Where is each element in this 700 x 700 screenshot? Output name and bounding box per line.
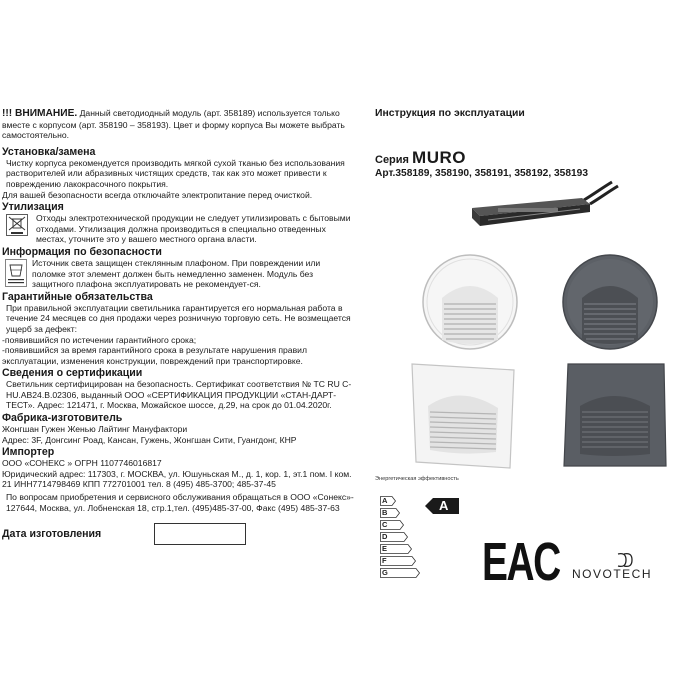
right-column [375, 108, 695, 179]
energy-class-c-letter: C [382, 520, 388, 529]
led-module-image [462, 180, 622, 240]
manufacturer-address: Адрес: 3F, Донгсинг Роад, Кансан, Гужень, Жонгшан Сити, Гуангдонг, КНР [2, 434, 297, 445]
importer-name: ООО «СОНЕКС » ОГРН 1107746016817 [2, 458, 162, 469]
install-text-2: Для вашей безопасности всегда отключайте электропитание перед очисткой. [2, 189, 313, 200]
energy-rating-letter: A [439, 498, 449, 513]
energy-class-c [380, 520, 402, 530]
safety-title: Информация по безопасности [2, 245, 162, 258]
gray-square-fixture-image [562, 362, 668, 470]
manufacturer-name: Жонгшан Гужен Женью Лайтинг Мануфактори [2, 424, 188, 435]
warning-title: !!! ВНИМАНИЕ. [2, 108, 78, 119]
glass-shield-icon [5, 259, 27, 287]
energy-class-e-letter: E [382, 544, 388, 553]
energy-class-f-letter: F [382, 556, 387, 565]
eac-mark: EAC [482, 532, 560, 592]
energy-class-b-letter: B [382, 508, 388, 517]
energy-class-d-letter: D [382, 532, 388, 541]
warranty-item-1: -появившийся по истечении гарантийного срока; [2, 334, 197, 345]
warning-paragraph [2, 108, 354, 141]
safety-block [2, 258, 354, 290]
energy-class-b [380, 508, 398, 518]
warning-text: Данный светодиодный модуль (арт. 358189) используется только вместе с корпусом (арт. 358190 – 358193). Цвет и форму корпуса Вы можете выбрать самостоятельно. [2, 108, 345, 141]
manufacture-date-label: Дата изготовления [2, 527, 102, 540]
gray-round-fixture-image [560, 252, 660, 352]
energy-class-a-letter: A [382, 496, 388, 505]
importer-title: Импортер [2, 446, 55, 459]
article-numbers: Арт.358189, 358190, 358191, 358192, 358193 [375, 168, 588, 179]
energy-label [375, 476, 461, 577]
instructions-title: Инструкция по эксплуатации [375, 108, 525, 119]
importer-address: Юридический адрес: 117303, г. МОСКВА, ул. Юшуньская М., д. 1, кор. 1, эт.1 пом. I ком. 21 ИНН7714798469 КПП 772701001 тел. 8 (495) 485-3700; 485-37-45 [2, 468, 352, 490]
novotech-logo [572, 548, 692, 588]
importer-service: По вопросам приобретения и сервисного обслуживания обращаться в ООО «Сонекс»- 127644, Москва, ул. Лобненская 18, стр.1,тел. (495)485-37-00, Факс (495) 485-37-63 [6, 492, 354, 513]
certification-title: Сведения о сертификации [2, 367, 143, 380]
series-name: MURO [412, 148, 466, 167]
manufacturer-title: Фабрика-изготовитель [2, 412, 123, 425]
certification-text: Светильник сертифицирован на безопасность. Сертификат соответствия № ТС RU C-HU.AB24.B.02306, выданный ООО «СЕРТИФИКАЦИЯ ПРОДУКЦИИ «СТАН-ДАРТ-ТЕСТ». Адрес: 121471, г. Москва, Можайское шоссе, д.29, на срок до 01.04.2020г. [6, 379, 352, 411]
install-title: Установка/замена [2, 145, 96, 158]
disposal-text: Отходы электротехнической продукции не следует утилизировать с бытовыми отходами. Утилизация должна производиться в специально отведенных местах, уточните это у вашего местного органа власти. [36, 213, 351, 245]
energy-class-g-letter: G [382, 568, 388, 577]
disposal-block [2, 213, 354, 245]
warranty-text: При правильной эксплуатации светильника гарантируется его нормальная работа в течение 24 месяцев со дня продажи через розничную торговую сеть. Не возмещается ущерб за дефект: [6, 302, 351, 334]
series-heading [375, 148, 466, 168]
manufacture-date-row [2, 523, 354, 545]
energy-class-a [380, 496, 394, 506]
manufacture-date-box [154, 523, 246, 545]
series-prefix: Серия [375, 154, 409, 166]
disposal-title: Утилизация [2, 201, 64, 214]
energy-class-f [380, 556, 414, 566]
energy-label-title: Энергетическая эффективность [375, 476, 459, 482]
white-square-fixture-image [410, 362, 516, 470]
energy-class-e [380, 544, 410, 554]
crossed-bin-icon [6, 214, 28, 236]
energy-rating [425, 498, 459, 514]
safety-text: Источник света защищен стеклянным плафоном. При повреждении или поломке этот элемент должен быть немедленно заменен. Модуль без защитного плафона эксплуатировать не рекомендует-ся. [32, 257, 321, 290]
novotech-logo-text: NOVOTECH [572, 567, 653, 581]
warranty-title: Гарантийные обязательства [2, 290, 153, 303]
warranty-item-2: -появившийся за время гарантийного срока в результате нарушения правил эксплуатации, изменения конструкции, повреждений при транспортировке. [2, 345, 307, 366]
install-text: Чистку корпуса рекомендуется производить мягкой сухой тканью без использования растворителей или абразивных чистящих средств, так как это может привести к повреждению лакокрасочного покрытия. [6, 157, 345, 189]
energy-class-g [380, 568, 418, 578]
left-column [2, 108, 354, 545]
white-round-fixture-image [420, 252, 520, 352]
energy-class-d [380, 532, 406, 542]
